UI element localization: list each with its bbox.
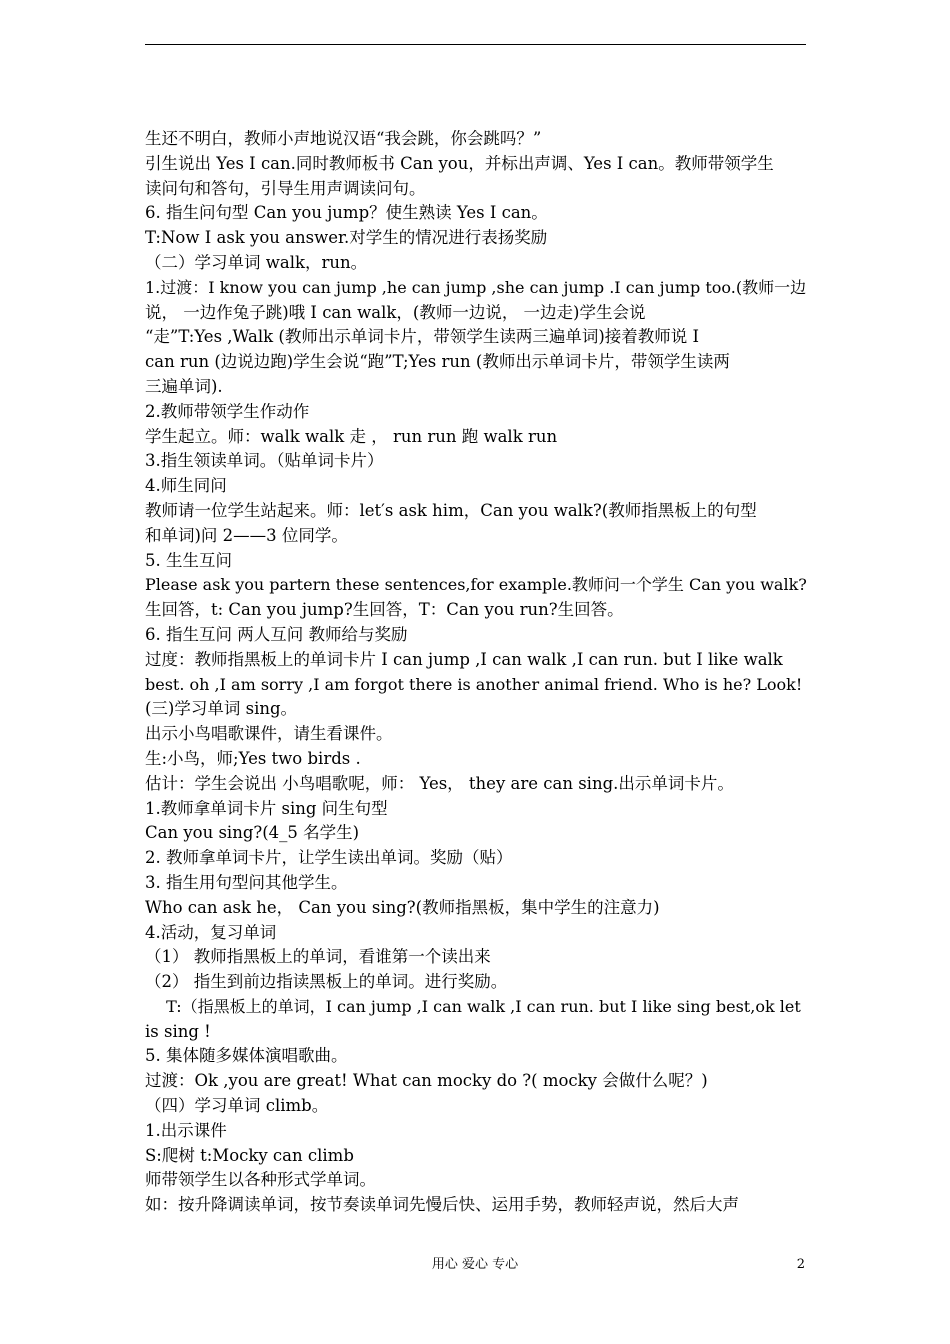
text-line: 2. 教师拿单词卡片，让学生读出单词。奖励（贴） (145, 848, 513, 868)
text-line: can run (边说边跑)学生会说“跑”T;Yes run (教师出示单词卡片，带领学生读两 (145, 352, 730, 372)
text-line: 6. 指生问句型 Can you jump？使生熟读 Yes I can。 (145, 203, 548, 223)
text-line: 说， 一边作兔子跳)哦 I can walk，(教师一边说， 一边走)学生会说 (145, 302, 646, 322)
text-line: 6. 指生互问 两人互问 教师给与奖励 (145, 624, 408, 644)
text-line: 三遍单词). (145, 376, 223, 396)
text-line: 过渡：Ok ,you are great! What can mocky do ?( mocky 会做什么呢？) (145, 1071, 708, 1091)
text-line: 5. 生生互问 (145, 550, 232, 570)
text-line: 4.活动，复习单词 (145, 922, 277, 942)
text-line: 生:小鸟，师;Yes two birds . (145, 748, 361, 768)
text-line: （二）学习单词 walk，run。 (145, 252, 368, 272)
text-line: 过度：教师指黑板上的单词卡片 I can jump ,I can walk ,I can run. but I like walk (145, 649, 783, 669)
page-number: 2 (796, 1257, 805, 1272)
text-line: 1.教师拿单词卡片 sing 问生句型 (145, 798, 388, 818)
footer-motto: 用心 爱心 专心 (431, 1257, 519, 1272)
text-line: T:（指黑板上的单词，I can jump ,I can walk ,I can run. but I like sing best,ok let (145, 996, 801, 1016)
text-line: 师带领学生以各种形式学单词。 (145, 1170, 376, 1190)
text-line: best. oh ,I am sorry ,I am forgot there is another animal friend. Who is he? Look! (145, 674, 803, 694)
text-line: 如：按升降调读单词，按节奏读单词先慢后快、运用手势，教师轻声说，然后大声 (145, 1195, 739, 1215)
text-line: 1.出示课件 (145, 1120, 227, 1140)
text-line: 1.过渡：I know you can jump ,he can jump ,she can jump .I can jump too.(教师一边 (145, 277, 807, 297)
text-line: (三)学习单词 sing。 (145, 699, 298, 719)
text-line: （四）学习单词 climb。 (145, 1096, 329, 1116)
text-line: 生还不明白，教师小声地说汉语“我会跳，你会跳吗？” (145, 129, 542, 148)
text-line: 4.师生同问 (145, 476, 227, 496)
text-line: 2.教师带领学生作动作 (145, 401, 310, 421)
text-line: T:Now I ask you answer.对学生的情况进行表扬奖励 (145, 228, 548, 248)
text-line: 和单词)问 2——3 位同学。 (145, 525, 348, 545)
text-line: is sing ! (145, 1021, 211, 1041)
text-line: S:爬树 t:Mocky can climb (145, 1145, 354, 1165)
text-line: 估计：学生会说出 小鸟唱歌呢，师： Yes， they are can sing.出示单词卡片。 (145, 773, 734, 793)
text-line: （1） 教师指黑板上的单词，看谁第一个读出来 (145, 947, 491, 967)
text-line: 读问句和答句，引导生用声调读问句。 (145, 178, 426, 198)
text-line: Please ask you partern these sentences,for example.教师问一个学生 Can you walk? (145, 575, 807, 595)
text-line: 生回答，t: Can you jump?生回答，T：Can you run?生回答。 (145, 600, 624, 620)
text-line: 引生说出 Yes I can.同时教师板书 Can you，并标出声调、Yes I can。教师带领学生 (145, 153, 774, 173)
text-line: 5. 集体随多媒体演唱歌曲。 (145, 1046, 348, 1066)
text-line: 出示小鸟唱歌课件，请生看课件。 (145, 724, 393, 744)
text-line: （2） 指生到前边指读黑板上的单词。进行奖励。 (145, 972, 508, 992)
header-rule (145, 44, 806, 45)
text-line: Who can ask he， Can you sing?(教师指黑板，集中学生的注意力) (145, 897, 660, 917)
text-line: 3. 指生用句型问其他学生。 (145, 872, 348, 892)
text-line: 教师请一位学生站起来。师：let′s ask him，Can you walk?(教师指黑板上的句型 (145, 500, 757, 520)
text-line: Can you sing?(4_5 名学生) (145, 823, 360, 843)
text-line: “走”T:Yes ,Walk (教师出示单词卡片，带领学生读两三遍单词)接着教师说 I (145, 327, 700, 347)
text-line: 3.指生领读单词。（贴单词卡片） (145, 451, 384, 471)
document-body (145, 127, 807, 1218)
text-line: 学生起立。师：walk walk 走 ， run run 跑 walk run (145, 426, 558, 446)
